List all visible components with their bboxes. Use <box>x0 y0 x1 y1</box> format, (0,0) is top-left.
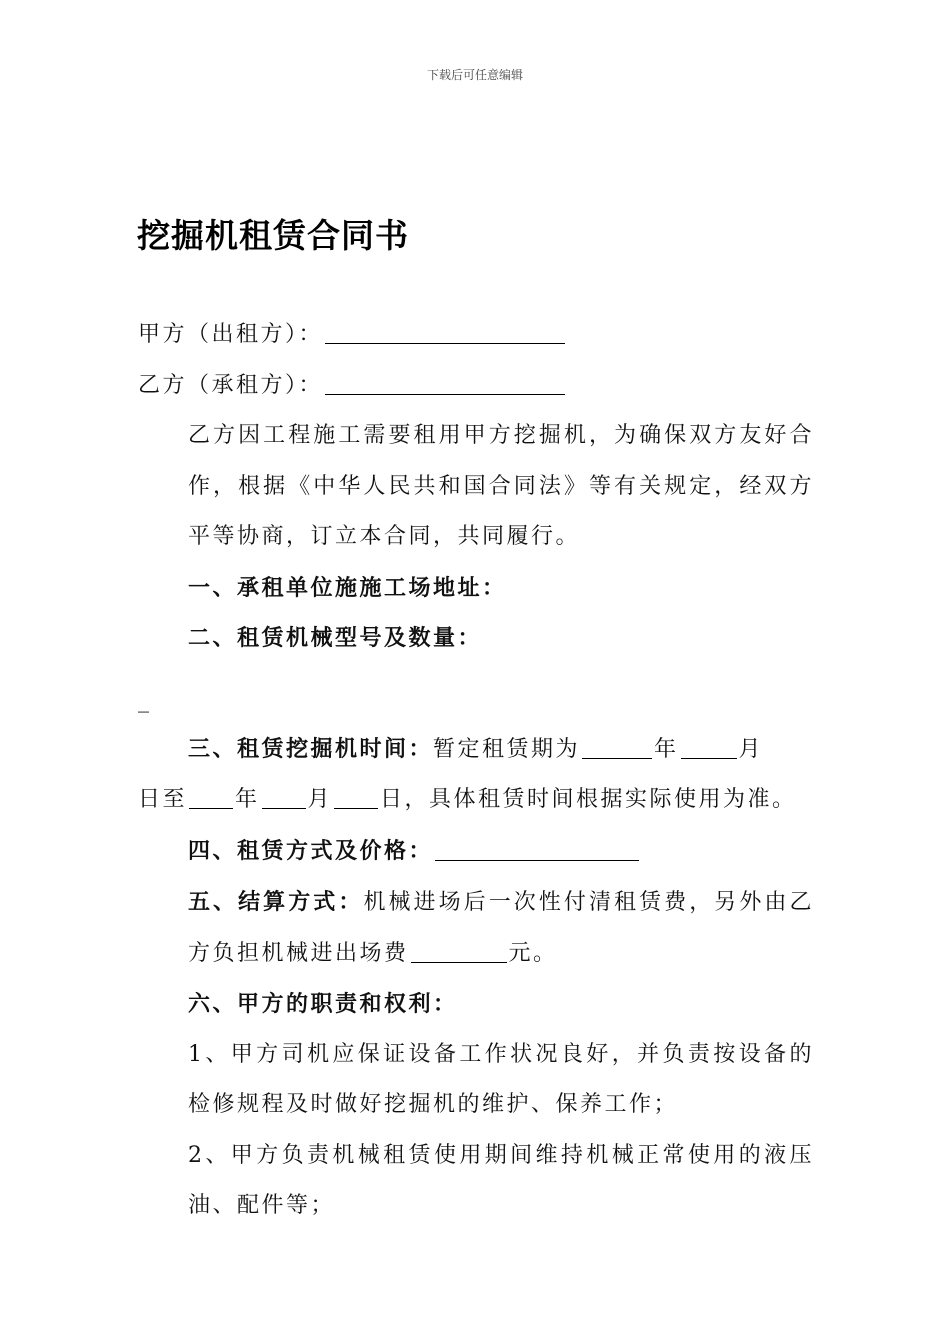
party-b-line <box>138 361 814 412</box>
section-6-item-1: 1、甲方司机应保证设备工作状况良好，并负责按设备的检修规程及时做好挖掘机的维护、保养工作； <box>188 1041 814 1117</box>
party-a-line <box>138 310 814 361</box>
start-day-blank <box>189 784 233 809</box>
start-year-blank <box>582 734 652 759</box>
section-3-text: 暂定租赁期为 <box>433 736 581 762</box>
party-a-label: 甲方（出租方）： <box>138 322 324 347</box>
section-3-tail: 日，具体租赁时间根据实际使用为准。 <box>380 787 797 812</box>
rental-price-blank <box>435 836 639 861</box>
month-label: 月 <box>738 736 764 762</box>
section-6-item-2: 2、甲方负责机械租赁使用期间维持机械正常使用的液压油、配件等； <box>188 1142 814 1218</box>
document-title: 挖掘机租赁合同书 <box>137 216 409 255</box>
section-5-text: 机械进场后一次性付清租赁费，另外由乙方负担机械进出场费 <box>188 890 814 966</box>
transport-fee-blank <box>411 938 507 963</box>
end-month-label: 月 <box>307 787 333 812</box>
section-6-heading: 六、甲方的职责和权利： <box>188 991 458 1017</box>
section-4-line <box>138 826 814 878</box>
section-5-heading: 五、结算方式： <box>188 889 364 915</box>
party-b-label: 乙方（承租方）： <box>138 372 324 398</box>
section-5-paragraph <box>138 877 814 979</box>
day-to-label: 日至 <box>138 787 188 812</box>
intro-paragraph: 乙方因工程施工需要租用甲方挖掘机，为确保双方友好合作，根据《中华人民共和国合同法》等有关规定，经双方平等协商，订立本合同，共同履行。 <box>188 423 814 549</box>
section-1-heading: 一、承租单位施施工场地址： <box>188 574 507 601</box>
party-a-blank <box>325 319 565 344</box>
end-month-blank <box>334 784 378 809</box>
header-note: 下载后可任意编辑 <box>426 68 523 82</box>
year-label: 年 <box>654 736 679 762</box>
start-month-blank <box>681 734 737 759</box>
end-year-blank <box>262 784 306 809</box>
section-2-heading: 二、租赁机械型号及数量： <box>188 625 483 651</box>
end-year-label: 年 <box>235 787 260 812</box>
section-3-heading: 三、租赁挖掘机时间： <box>188 735 434 762</box>
section-5-unit: 元。 <box>508 940 558 966</box>
contract-body <box>138 310 814 1232</box>
stray-underscore: _ <box>138 687 152 713</box>
party-b-blank <box>325 370 565 395</box>
section-3-paragraph <box>138 724 814 826</box>
section-4-heading: 四、租赁方式及价格： <box>188 837 434 864</box>
